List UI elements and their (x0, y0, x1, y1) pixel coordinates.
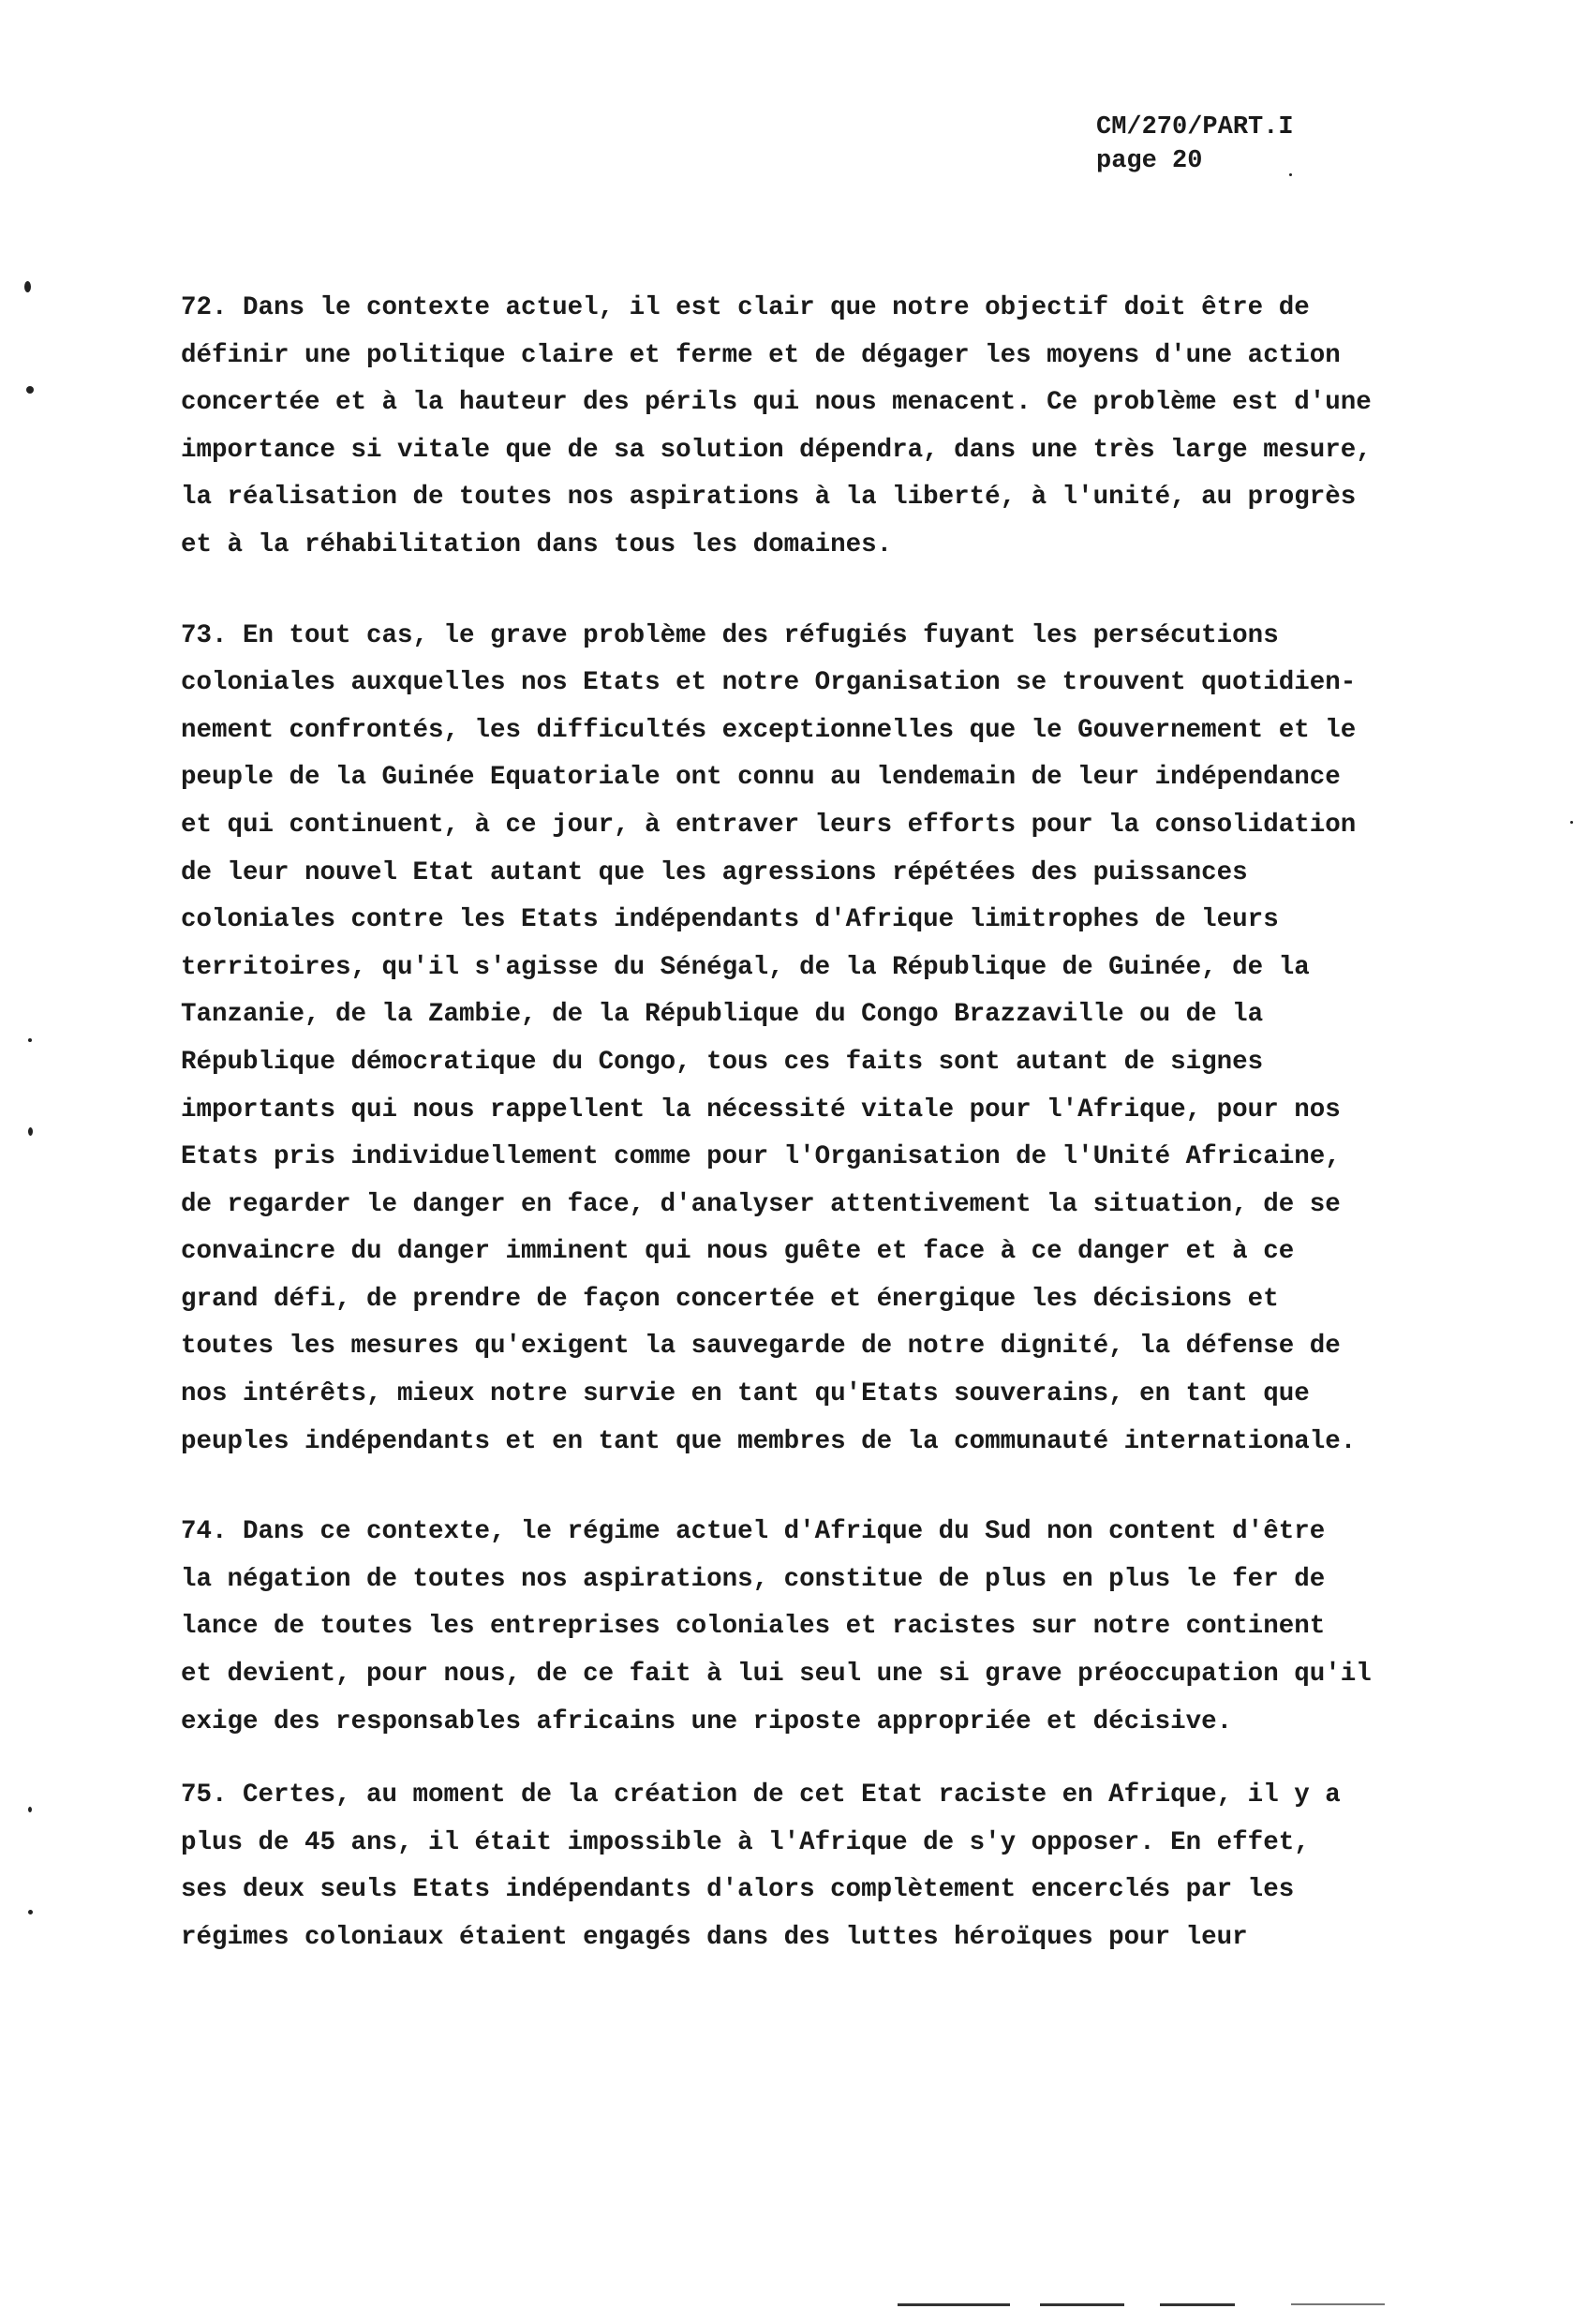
text-line: et devient, pour nous, de ce fait à lui seul une si grave préoccupation qu'il (181, 1660, 1372, 1690)
text-line: coloniales contre les Etats indépendants d'Afrique limitrophes de leurs (181, 905, 1279, 935)
margin-speck (26, 386, 34, 394)
text-line: grand défi, de prendre de façon concertée et énergique les décisions et (181, 1284, 1279, 1314)
text-line: de leur nouvel Etat autant que les agressions répétées des puissances (181, 857, 1248, 887)
paragraph-73 (181, 613, 1455, 1467)
text-line: plus de 45 ans, il était impossible à l'Afrique de s'y opposer. En effet, (181, 1827, 1310, 1857)
text-line: et à la réhabilitation dans tous les domaines. (181, 529, 893, 559)
page-header (1096, 111, 1294, 178)
text-line: importants qui nous rappellent la nécessité vitale pour l'Afrique, pour nos (181, 1095, 1341, 1125)
text-line: la réalisation de toutes nos aspirations à la liberté, à l'unité, au progrès (181, 483, 1357, 513)
text-line: Etats pris individuellement comme pour l'Organisation de l'Unité Africaine, (181, 1142, 1341, 1172)
text-line: de regarder le danger en face, d'analyser attentivement la situation, de se (181, 1189, 1341, 1219)
text-line: convaincre du danger imminent qui nous guête et face à ce danger et à ce (181, 1237, 1295, 1267)
text-line: importance si vitale que de sa solution dépendra, dans une très large mesure, (181, 435, 1372, 465)
margin-speck (24, 281, 31, 292)
bottom-rule (1040, 2303, 1124, 2306)
text-line: Tanzanie, de la Zambie, de la République du Congo Brazzaville ou de la (181, 1000, 1264, 1030)
bottom-rule (1291, 2303, 1385, 2305)
document-reference: CM/270/PART.I (1096, 113, 1294, 142)
paragraph-75 (181, 1772, 1455, 1961)
text-line: définir une politique claire et ferme et de dégager les moyens d'une action (181, 340, 1341, 370)
text-line: toutes les mesures qu'exigent la sauvegarde de notre dignité, la défense de (181, 1332, 1341, 1362)
text-line: ses deux seuls Etats indépendants d'alors complètement encerclés par les (181, 1875, 1295, 1905)
paragraph-72 (181, 285, 1455, 570)
margin-speck (28, 1807, 32, 1812)
text-line: 74. Dans ce contexte, le régime actuel d'Afrique du Sud non content d'être (181, 1517, 1326, 1547)
text-line: nos intérêts, mieux notre survie en tant qu'Etats souverains, en tant que (181, 1379, 1310, 1409)
text-line: concertée et à la hauteur des périls qui nous menacent. Ce problème est d'une (181, 388, 1372, 418)
text-line: la négation de toutes nos aspirations, constitue de plus en plus le fer de (181, 1564, 1326, 1594)
text-line: 75. Certes, au moment de la création de cet Etat raciste en Afrique, il y a (181, 1780, 1341, 1810)
text-line: nement confrontés, les difficultés exceptionnelles que le Gouvernement et le (181, 715, 1357, 745)
margin-speck (28, 1038, 32, 1042)
body-text (181, 285, 1455, 1962)
text-line: coloniales auxquelles nos Etats et notre Organisation se trouvent quotidien- (181, 668, 1357, 698)
text-line: et qui continuent, à ce jour, à entraver leurs efforts pour la consolidation (181, 810, 1357, 840)
paragraph-spacer (181, 1746, 1455, 1772)
text-line: peuples indépendants et en tant que membres de la communauté internationale. (181, 1426, 1357, 1456)
page-number: page 20 (1096, 147, 1203, 175)
paragraph-spacer (181, 1466, 1455, 1509)
text-line: territoires, qu'il s'agisse du Sénégal, de la République de Guinée, de la (181, 952, 1310, 982)
text-line: 72. Dans le contexte actuel, il est clair que notre objectif doit être de (181, 293, 1310, 322)
paragraph-74 (181, 1509, 1455, 1746)
margin-speck (28, 1127, 33, 1136)
bottom-rule (898, 2303, 1010, 2306)
text-line: régimes coloniaux étaient engagés dans des luttes héroïques pour leur (181, 1923, 1248, 1952)
margin-speck (28, 1910, 33, 1914)
margin-speck (1289, 173, 1292, 176)
text-line: 73. En tout cas, le grave problème des réfugiés fuyant les persécutions (181, 620, 1279, 650)
text-line: République démocratique du Congo, tous ces faits sont autant de signes (181, 1047, 1264, 1077)
bottom-rule (1160, 2303, 1235, 2306)
text-line: exige des responsables africains une riposte appropriée et décisive. (181, 1706, 1233, 1736)
paragraph-spacer (181, 570, 1455, 613)
text-line: lance de toutes les entreprises coloniales et racistes sur notre continent (181, 1612, 1326, 1642)
text-line: peuple de la Guinée Equatoriale ont connu au lendemain de leur indépendance (181, 763, 1341, 793)
margin-speck (1570, 821, 1573, 824)
